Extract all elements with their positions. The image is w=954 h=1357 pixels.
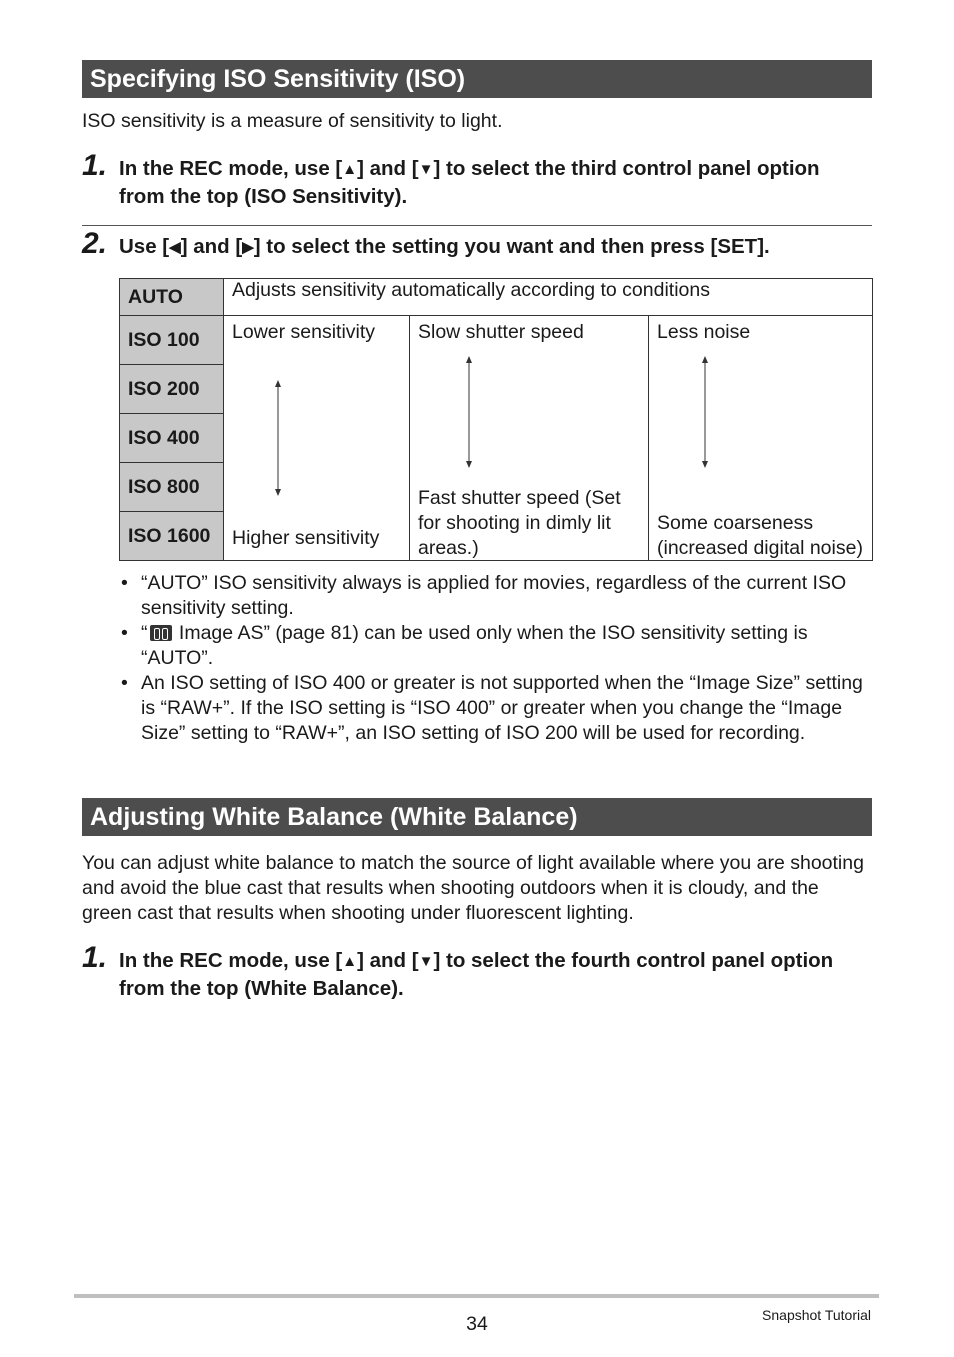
iso-option: ISO 400 xyxy=(120,414,224,463)
noise-top: Less noise xyxy=(657,321,751,343)
noise-cell xyxy=(649,316,873,561)
double-arrow-icon xyxy=(273,380,283,496)
sensitivity-top: Lower sensitivity xyxy=(232,321,376,343)
iso-notes xyxy=(119,571,879,746)
right-arrow-icon: ▶ xyxy=(242,239,254,256)
iso-option: ISO 200 xyxy=(120,365,224,414)
iso-option: ISO 1600 xyxy=(120,512,224,561)
shutter-top: Slow shutter speed xyxy=(418,321,584,343)
down-arrow-icon: ▼ xyxy=(418,161,434,178)
iso-option-auto: AUTO xyxy=(120,279,224,316)
iso-option: ISO 800 xyxy=(120,463,224,512)
step-divider xyxy=(82,225,872,226)
step-text: In the REC mode, use [▲] and [▼] to select the fourth control panel option from the top (White Balance). xyxy=(119,949,834,1000)
auto-description: Adjusts sensitivity automatically according to conditions xyxy=(224,279,873,316)
footer-label: Snapshot Tutorial xyxy=(762,1307,871,1323)
page-number: 34 xyxy=(466,1313,488,1335)
list-item: • An ISO setting of ISO 400 or greater is not supported when the “Image Size” setting is “RAW+”. If the ISO setting is “ISO 400” or greater when you change the “Image Size” setting to “RAW+”, an ISO setting of ISO 200 will be used for recording. xyxy=(121,672,863,744)
iso-table xyxy=(119,278,873,561)
up-arrow-icon: ▲ xyxy=(342,161,358,178)
shutter-cell xyxy=(410,316,649,561)
sensitivity-cell xyxy=(224,316,410,561)
left-arrow-icon: ◀ xyxy=(169,239,181,256)
footer-divider xyxy=(74,1294,879,1298)
double-arrow-icon xyxy=(464,356,474,468)
list-item: • “AUTO” ISO sensitivity always is applied for movies, regardless of the current ISO sensitivity setting. xyxy=(121,572,847,619)
white-balance-intro: You can adjust white balance to match the source of light available where you are shooting and avoid the blue cast that results when shooting outdoors when it is cloudy, and the green cast that results when shooting under fluorescent lighting. xyxy=(82,852,864,924)
step-text: Use [◀] and [▶] to select the setting you want and then press [SET]. xyxy=(119,235,770,258)
table-row xyxy=(120,279,873,316)
table-row xyxy=(120,316,873,365)
down-arrow-icon: ▼ xyxy=(418,953,434,970)
step-number: 2. xyxy=(82,227,108,260)
sensitivity-bottom: Higher sensitivity xyxy=(232,527,380,549)
shutter-bottom: Fast shutter speed (Set for shooting in dimly lit areas.) xyxy=(418,487,621,559)
section-title-iso: Specifying ISO Sensitivity (ISO) xyxy=(82,60,872,98)
noise-bottom: Some coarseness (increased digital noise) xyxy=(657,512,863,559)
section-title-white-balance: Adjusting White Balance (White Balance) xyxy=(82,798,872,836)
double-arrow-icon xyxy=(700,356,710,468)
up-arrow-icon: ▲ xyxy=(342,953,358,970)
list-item: • “ Image AS” (page 81) can be used only when the ISO sensitivity setting is “AUTO”. xyxy=(121,622,808,669)
iso-option: ISO 100 xyxy=(120,316,224,365)
step-number: 1. xyxy=(82,149,108,182)
iso-intro: ISO sensitivity is a measure of sensitivity to light. xyxy=(82,110,503,132)
image-stabilization-icon xyxy=(150,625,172,641)
step-text: In the REC mode, use [▲] and [▼] to select the third control panel option from the top (ISO Sensitivity). xyxy=(119,157,820,208)
step-number: 1. xyxy=(82,941,108,974)
